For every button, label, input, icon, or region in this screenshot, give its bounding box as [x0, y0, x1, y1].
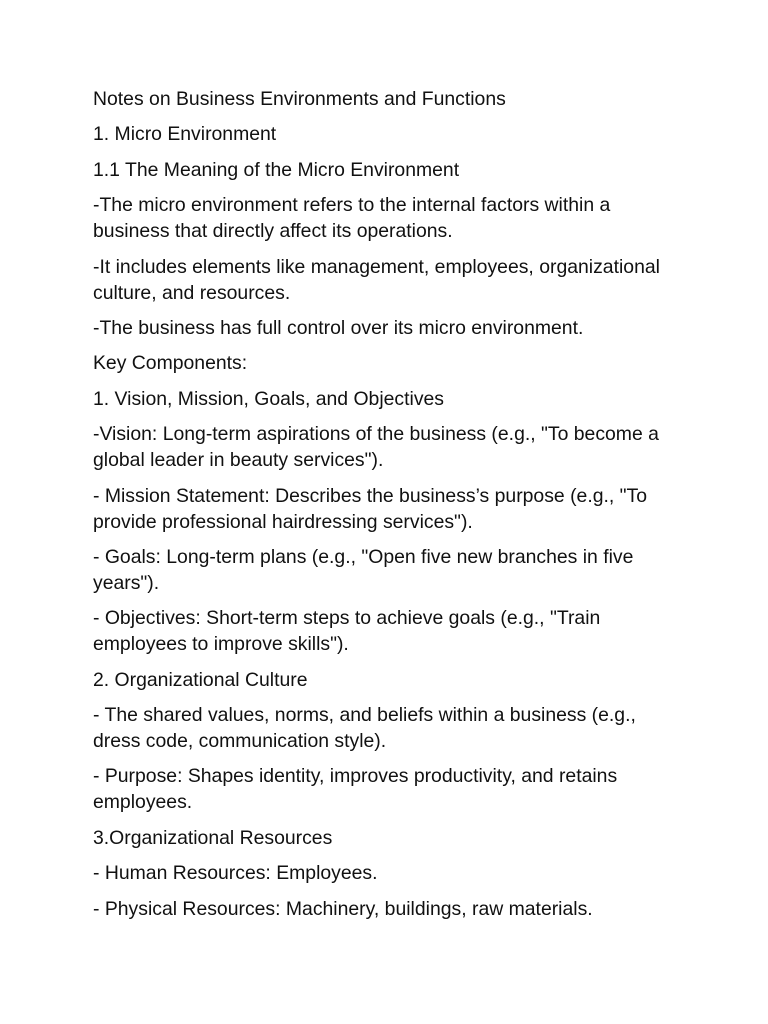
component-heading-vision-mission: 1. Vision, Mission, Goals, and Objectives	[93, 387, 444, 410]
paragraph-mission: - Mission Statement: Describes the business’s purpose (e.g., "To provide professional hairdressing services").	[93, 484, 648, 533]
paragraph-definition: -The micro environment refers to the internal factors within a business that directly affect its operations.	[93, 194, 611, 243]
paragraph-control: -The business has full control over its micro environment.	[93, 316, 584, 339]
paragraph-elements: -It includes elements like management, employees, organizational culture, and resources.	[93, 255, 660, 304]
paragraph-goals: - Goals: Long-term plans (e.g., "Open five new branches in five years").	[93, 545, 634, 594]
paragraph-objectives: - Objectives: Short-term steps to achieve goals (e.g., "Train employees to improve skills").	[93, 607, 601, 656]
paragraph-physical-resources: - Physical Resources: Machinery, buildings, raw materials.	[93, 897, 593, 920]
paragraph-human-resources: - Human Resources: Employees.	[93, 862, 378, 885]
section-heading-micro-environment: 1. Micro Environment	[93, 123, 277, 146]
paragraph-vision: -Vision: Long-term aspirations of the business (e.g., "To become a global leader in beauty services").	[93, 423, 659, 472]
key-components-heading: Key Components:	[93, 352, 248, 375]
component-heading-culture: 2. Organizational Culture	[93, 668, 308, 691]
document-title: Notes on Business Environments and Functions	[93, 88, 506, 110]
paragraph-culture-definition: - The shared values, norms, and beliefs within a business (e.g., dress code, communication style).	[93, 704, 636, 753]
paragraph-culture-purpose: - Purpose: Shapes identity, improves productivity, and retains employees.	[93, 765, 618, 814]
component-heading-resources: 3.Organizational Resources	[93, 826, 333, 849]
subsection-heading-meaning: 1.1 The Meaning of the Micro Environment	[93, 158, 460, 181]
